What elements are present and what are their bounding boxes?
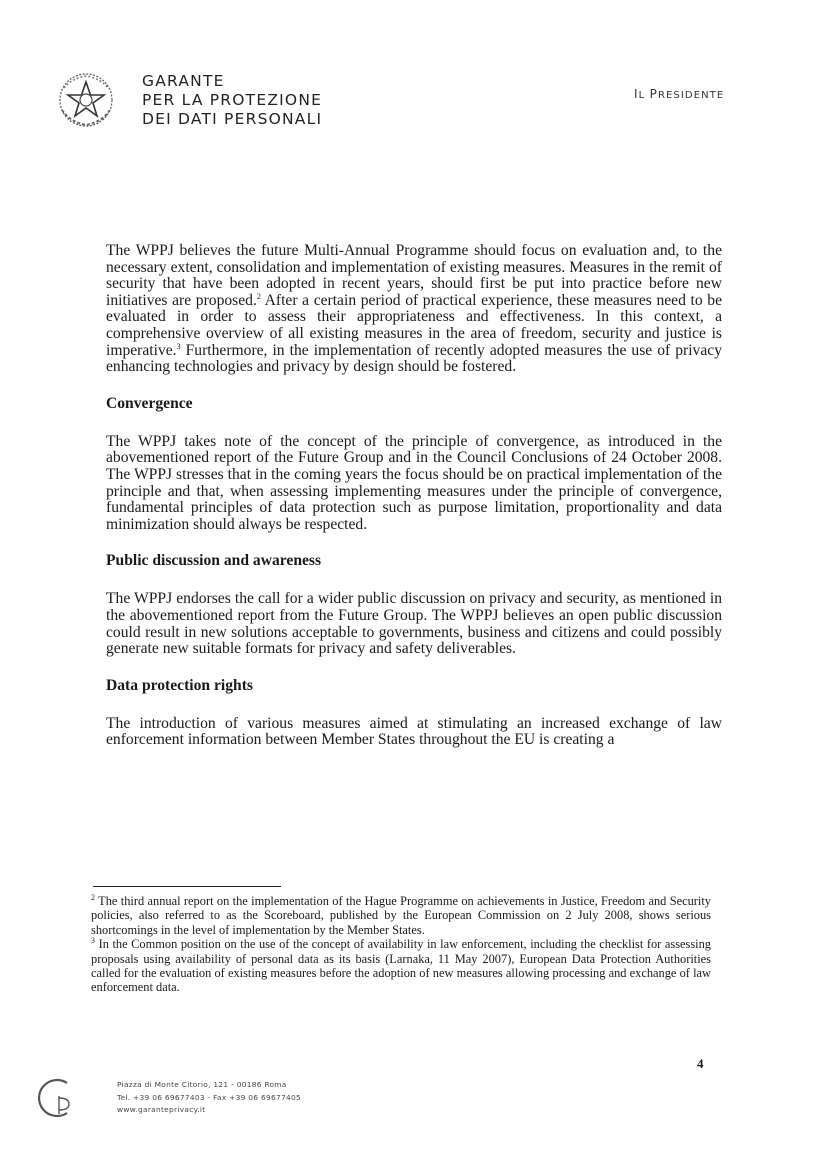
emblem-icon	[52, 70, 120, 130]
org-name-line-2: PER LA PROTEZIONE	[142, 91, 323, 109]
heading-convergence: Convergence	[106, 394, 193, 412]
org-name-line-1: GARANTE	[142, 72, 225, 90]
footnote-ref-2: 2	[256, 291, 261, 301]
footnote-2-text: The third annual report on the implementation of the Hague Programme on achievements in Justice, Freedom and Security policies, also referred to as the Scoreboard, published by the European Commission on 2 July 2008, shows serious shortcomings in the level of implementation by the Member States.	[91, 894, 711, 937]
role-title	[634, 87, 724, 101]
role-title-initial-2: P	[649, 87, 658, 101]
footnote-separator	[93, 886, 281, 887]
footnote-2-number: 2	[91, 892, 95, 902]
paragraph-evaluation-part-1: The WPPJ believes the future Multi-Annual Programme should focus on evaluation and, to the necessary extent, consolidation and implementation of existing measures. Measures in the remit of security that have been adopted in recent years, should first be put into practice before new initiatives are proposed.	[106, 242, 722, 309]
website-line: www.garanteprivacy.it	[117, 1105, 206, 1114]
footer-address	[117, 1079, 301, 1117]
footnote-3-text: In the Common position on the use of the concept of availability in law enforcement, including the checklist for assessing proposals using availability of personal data as its basis (Larnaka, 11 May 2007), European Data Protection Authorities called for the evaluation of existing measures before the adoption of new measures allowing processing and exchange of law enforcement data.	[91, 937, 711, 995]
paragraph-convergence: The WPPJ takes note of the concept of the principle of convergence, as introduced in the abovementioned report of the Future Group and in the Council Conclusions of 24 October 2008. The WPPJ stresses that in the coming years the focus should be on practical implementation of the principle and that, when assessing implementing measures under the principle of convergence, fundamental principles of data protection such as purpose limitation, proportionality and data minimization should always be respected.	[106, 432, 722, 533]
role-title-rest-2: RESIDENTE	[657, 90, 725, 101]
footnote-3	[91, 937, 711, 995]
org-name-line-3: DEI DATI PERSONALI	[142, 110, 323, 128]
paragraph-evaluation-part-2: After a certain period of practical experience, these measures need to be evaluated in order to assess their appropriateness and effectiveness. In this context, a comprehensive overview of all existing measures in the area of freedom, security and justice is imperative.	[106, 291, 722, 359]
role-title-initial-1: I	[634, 87, 639, 101]
paragraph-evaluation	[106, 243, 722, 376]
phone-fax-line: Tel. +39 06 69677403 - Fax +39 06 69677405	[117, 1092, 301, 1102]
paragraph-data-protection-rights: The introduction of various measures aimed at stimulating an increased exchange of law enforcement information between Member States throughout the EU is creating a	[106, 714, 722, 749]
heading-public-discussion: Public discussion and awareness	[106, 552, 322, 570]
heading-data-protection-rights: Data protection rights	[106, 676, 253, 694]
footnotes	[91, 894, 711, 995]
page-number: 4	[697, 1056, 704, 1071]
organization-name	[142, 72, 322, 129]
role-title-rest-1: L	[638, 90, 646, 101]
gp-logo-icon	[37, 1074, 81, 1122]
footnote-3-number: 3	[91, 936, 95, 946]
paragraph-public-discussion: The WPPJ endorses the call for a wider public discussion on privacy and security, as mentioned in the abovementioned report from the Future Group. The WPPJ believes an open public discussion could result in new solutions acceptable to governments, business and citizens and could possibly generate new suitable formats for privacy and safety deliverables.	[106, 590, 722, 658]
paragraph-evaluation-part-3: Furthermore, in the implementation of recently adopted measures the use of privacy enhancing technologies and privacy by design should be fostered.	[106, 341, 722, 376]
address-line: Piazza di Monte Citorio, 121 - 00186 Roma	[117, 1080, 287, 1089]
footnote-2	[91, 894, 711, 937]
footnote-ref-3: 3	[176, 341, 181, 351]
letter-body	[106, 243, 722, 749]
